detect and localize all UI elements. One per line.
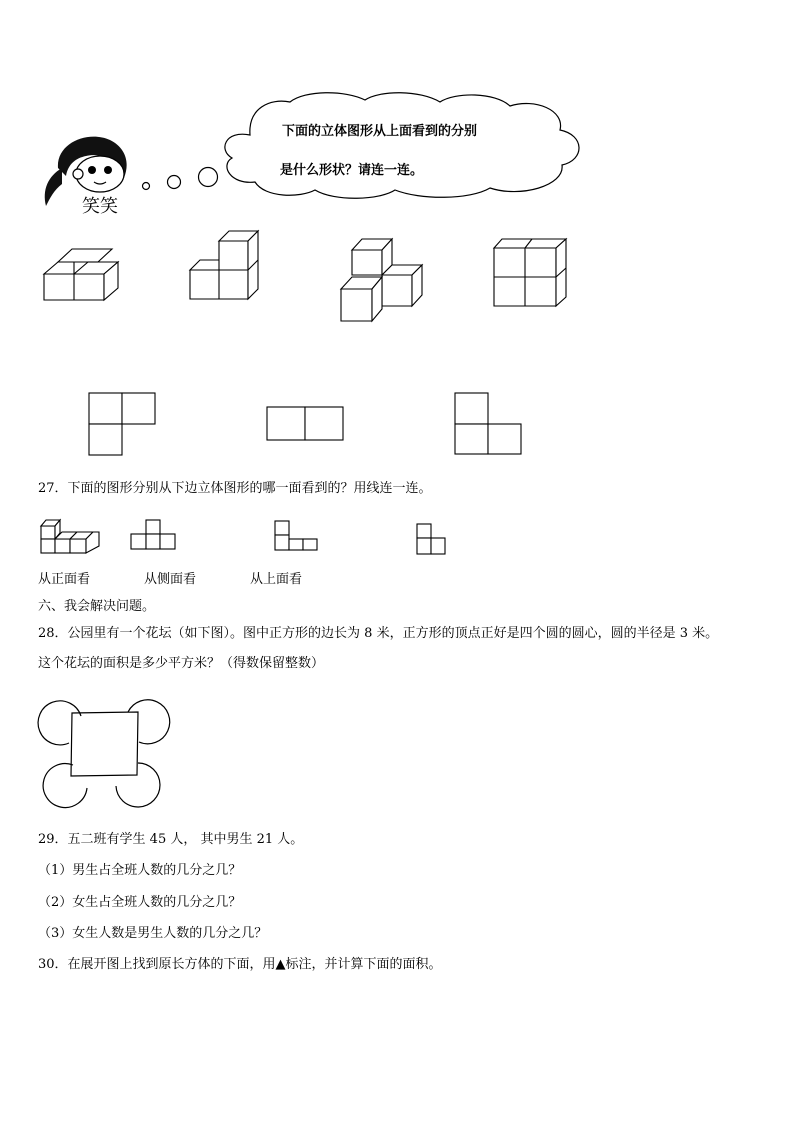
- q30-text: 30．在展开图上找到原长方体的下面，用▲标注，并计算下面的面积。: [38, 957, 442, 972]
- q29-part-3: （3）女生人数是男生人数的几分之几？: [38, 926, 268, 941]
- q27-view-3: [417, 524, 445, 554]
- view-shape-2: [267, 407, 343, 440]
- bubble-text-line1: 下面的立体图形从上面看到的分别: [282, 124, 478, 139]
- solid-2: [190, 231, 258, 299]
- bubble-text-line2: 是什么形状？请连一连。: [280, 163, 424, 178]
- q27-solid: [41, 520, 99, 553]
- solid-1: [44, 249, 118, 300]
- q29-stem: 29．五二班有学生 45 人， 其中男生 21 人。: [38, 832, 304, 847]
- q27-label-top: 从上面看: [250, 572, 303, 587]
- section6-title: 六、我会解决问题。: [38, 599, 156, 614]
- q27-view-1: [131, 520, 175, 549]
- flowerbed-figure: [0, 686, 794, 816]
- q29-part-2: （2）女生占全班人数的几分之几？: [38, 895, 242, 910]
- q28-line2: 这个花坛的面积是多少平方米？（得数保留整数）: [38, 656, 325, 671]
- q27-label-side: 从侧面看: [144, 572, 197, 587]
- solid-3: [341, 239, 422, 321]
- q27-text: 27．下面的图形分别从下边立体图形的哪一面看到的？用线连一连。: [38, 481, 432, 496]
- view-shape-1: [89, 393, 155, 455]
- q27-label-front: 从正面看: [38, 572, 91, 587]
- solids-row: [0, 225, 794, 325]
- q27-view-2: [275, 521, 317, 550]
- view-shape-3: [455, 393, 521, 454]
- solid-4: [494, 239, 566, 306]
- q28-line1: 28．公园里有一个花坛（如下图）。图中正方形的边长为 8 米，正方形的顶点正好是四个圆的圆心，圆的半径是 3 米。: [38, 626, 719, 641]
- views-row: [0, 390, 794, 460]
- q29-part-1: （1）男生占全班人数的几分之几？: [38, 863, 242, 878]
- girl-caption: 笑笑: [82, 196, 118, 217]
- q27-figures: [0, 512, 794, 562]
- thought-bubble: [0, 0, 794, 230]
